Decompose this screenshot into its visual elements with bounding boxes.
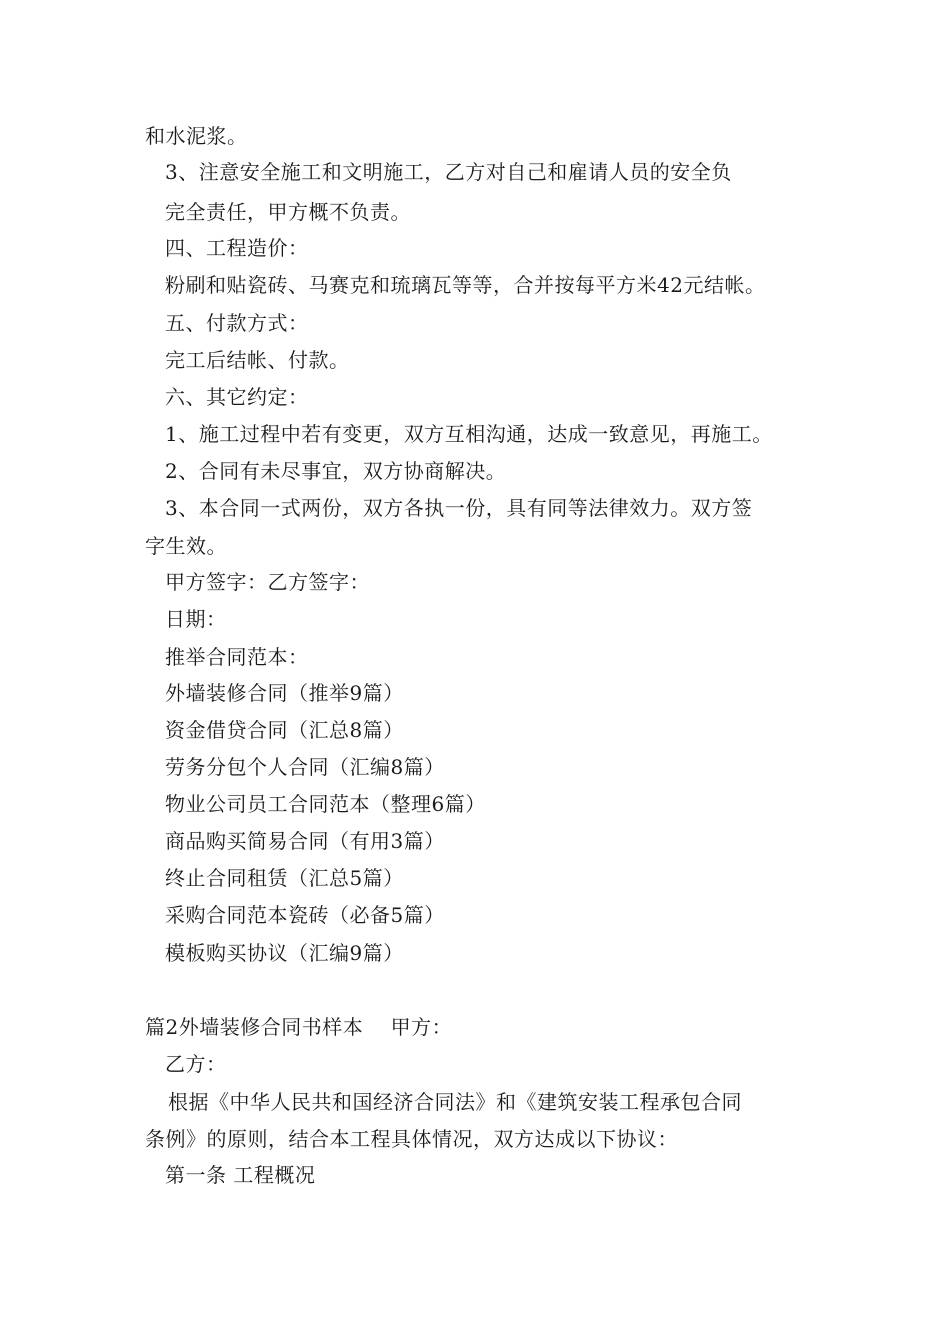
text-line: 和水泥浆。 xyxy=(145,124,248,148)
article-title: 篇2外墙装修合同书样本 甲方： xyxy=(145,1015,453,1039)
text-line: 完工后结帐、付款。 xyxy=(165,348,350,372)
text-line: 完全责任，甲方概不负责。 xyxy=(165,200,411,224)
section-heading: 四、工程造价： xyxy=(165,236,309,260)
recommend-item: 商品购买简易合同（有用3篇） xyxy=(165,829,445,853)
recommend-item: 资金借贷合同（汇总8篇） xyxy=(165,718,404,742)
recommend-item: 外墙装修合同（推举9篇） xyxy=(165,681,404,705)
recommend-item: 模板购买协议（汇编9篇） xyxy=(165,941,404,965)
recommend-item: 采购合同范本瓷砖（必备5篇） xyxy=(165,903,445,927)
text-line: 乙方： xyxy=(165,1052,227,1076)
text-line: 1、施工过程中若有变更，双方互相沟通，达成一致意见，再施工。 xyxy=(165,422,773,446)
section-heading: 五、付款方式： xyxy=(165,311,309,335)
text-line: 根据《中华人民共和国经济合同法》和《建筑安装工程承包合同 xyxy=(168,1090,742,1114)
text-line: 2、合同有未尽事宜，双方协商解决。 xyxy=(165,459,507,483)
recommend-heading: 推举合同范本： xyxy=(165,645,309,669)
date-line: 日期： xyxy=(165,607,227,631)
text-line: 粉刷和贴瓷砖、马赛克和琉璃瓦等等，合并按每平方米42元结帐。 xyxy=(165,273,766,297)
text-line: 字生效。 xyxy=(145,534,227,558)
clause-heading: 第一条 工程概况 xyxy=(165,1163,316,1187)
recommend-item: 劳务分包个人合同（汇编8篇） xyxy=(165,755,445,779)
signature-line: 甲方签字：乙方签字： xyxy=(165,570,370,594)
section-heading: 六、其它约定： xyxy=(165,385,309,409)
recommend-item: 终止合同租赁（汇总5篇） xyxy=(165,866,404,890)
text-line: 条例》的原则，结合本工程具体情况，双方达成以下协议： xyxy=(145,1127,678,1151)
text-line: 3、本合同一式两份，双方各执一份，具有同等法律效力。双方签 xyxy=(165,496,753,520)
recommend-item: 物业公司员工合同范本（整理6篇） xyxy=(165,792,486,816)
text-line: 3、注意安全施工和文明施工，乙方对自己和雇请人员的安全负 xyxy=(165,160,732,184)
